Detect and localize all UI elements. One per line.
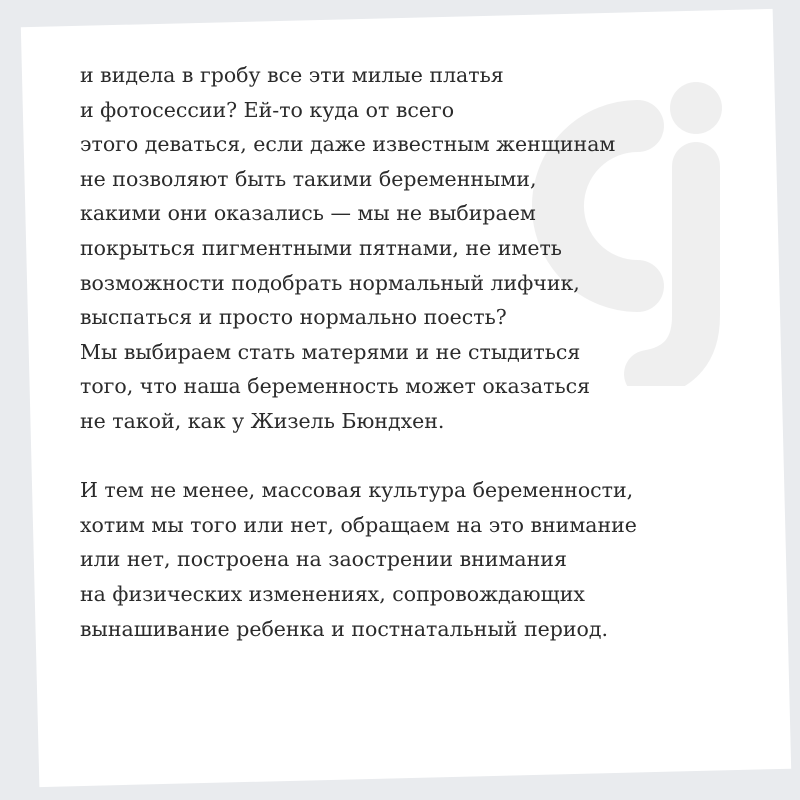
text-line: И тем не менее, массовая культура беременности, xyxy=(80,478,634,503)
text-line: не такой, как у Жизель Бюндхен. xyxy=(80,408,445,433)
text-line: на физических изменениях, сопровождающих xyxy=(80,581,585,606)
paragraph-1 xyxy=(80,58,760,439)
article-text xyxy=(80,58,760,646)
text-line: и видела в гробу все эти милые платья xyxy=(80,63,504,87)
text-line: этого деваться, если даже известным женщинам xyxy=(80,132,616,157)
text-line: покрыться пигментными пятнами, не иметь xyxy=(80,235,562,260)
text-line: выспаться и просто нормально поесть? xyxy=(80,305,507,330)
text-line: вынашивание ребенка и постнатальный период. xyxy=(80,616,609,641)
text-line: Мы выбираем стать матерями и не стыдиться xyxy=(80,339,581,364)
text-line: хотим мы того или нет, обращаем на это внимание xyxy=(80,512,637,537)
text-line: не позволяют быть такими беременными, xyxy=(80,166,537,191)
text-line: какими они оказались — мы не выбираем xyxy=(80,201,536,226)
text-line: того, что наша беременность может оказаться xyxy=(80,374,591,399)
text-line: и фотосессии? Ей-то куда от всего xyxy=(80,97,455,122)
paragraph-2 xyxy=(80,473,760,646)
text-line: возможности подобрать нормальный лифчик, xyxy=(80,270,580,295)
text-line: или нет, построена на заострении внимания xyxy=(80,547,567,572)
